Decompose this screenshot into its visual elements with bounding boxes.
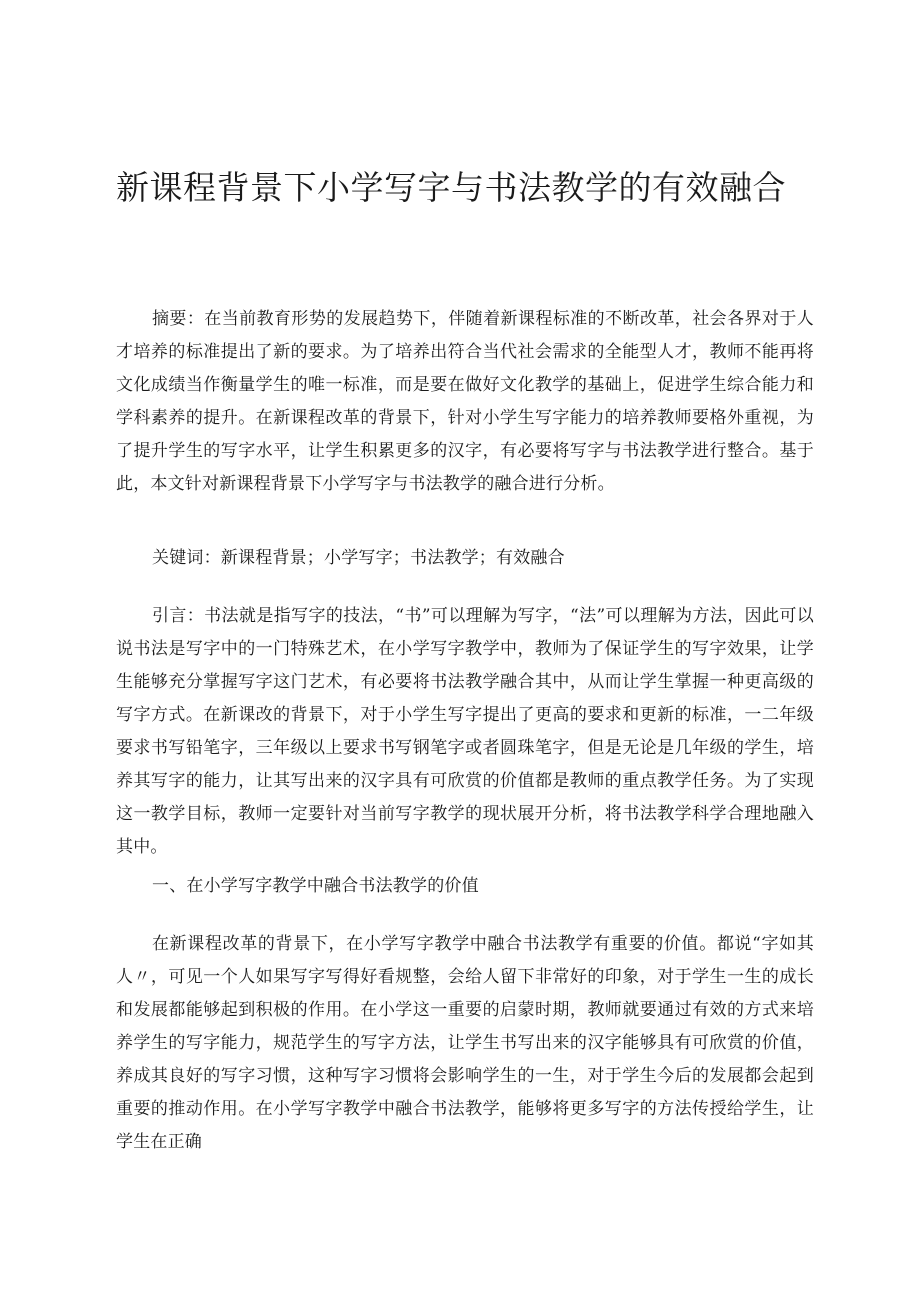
section-heading: 一、在小学写字教学中融合书法教学的价值 <box>152 876 479 896</box>
document-title: 新课程背景下小学写字与书法教学的有效融合 <box>116 168 786 207</box>
abstract-paragraph: 摘要：在当前教育形势的发展趋势下，伴随着新课程标准的不断改革，社会各界对于人才培养的标准提出了新的要求。为了培养出符合当代社会需求的全能型人才，教师不能再将文化成绩当作衡量学生的唯一标准，而是要在做好文化教学的基础上，促进学生综合能力和学科素养的提升。在新课程改革的背景下，针对小学生写字能力的培养教师要格外重视，为了提升学生的写字水平，让学生积累更多的汉字，有必要将写字与书法教学进行整合。基于此，本文针对新课程背景下小学写字与书法教学的融合进行分析。 <box>116 309 814 494</box>
body-paragraph: 在新课程改革的背景下，在小学写字教学中融合书法教学有重要的价值。都说“字如其人〃，可见一个人如果写字写得好看规整，会给人留下非常好的印象，对于学生一生的成长和发展都能够起到积极的作用。在小学这一重要的启蒙时期，教师就要通过有效的方式来培养学生的写字能力，规范学生的写字方法，让学生书写出来的汉字能够具有可欣赏的价值，养成其良好的写字习惯，这种写字习惯将会影响学生的一生，对于学生今后的发展都会起到重要的推动作用。在小学写字教学中融合书法教学，能够将更多写字的方法传授给学生，让学生在正确 <box>116 934 814 1152</box>
introduction-paragraph: 引言：书法就是指写字的技法，“书”可以理解为写字，“法”可以理解为方法，因此可以说书法是写字中的一门特殊艺术，在小学写字教学中，教师为了保证学生的写字效果，让学生能够充分掌握写字这门艺术，有必要将书法教学融合其中，从而让学生掌握一种更高级的写字方式。在新课改的背景下，对于小学生写字提出了更高的要求和更新的标准，一二年级要求书写铅笔字，三年级以上要求书写钢笔字或者圆珠笔字，但是无论是几年级的学生，培养其写字的能力，让其写出来的汉字具有可欣赏的价值都是教师的重点教学任务。为了实现这一教学目标，教师一定要针对当前写字教学的现状展开分析，将书法教学科学合理地融入其中。 <box>116 606 814 857</box>
keywords-paragraph: 关键词：新课程背景；小学写字；书法教学；有效融合 <box>152 548 565 568</box>
